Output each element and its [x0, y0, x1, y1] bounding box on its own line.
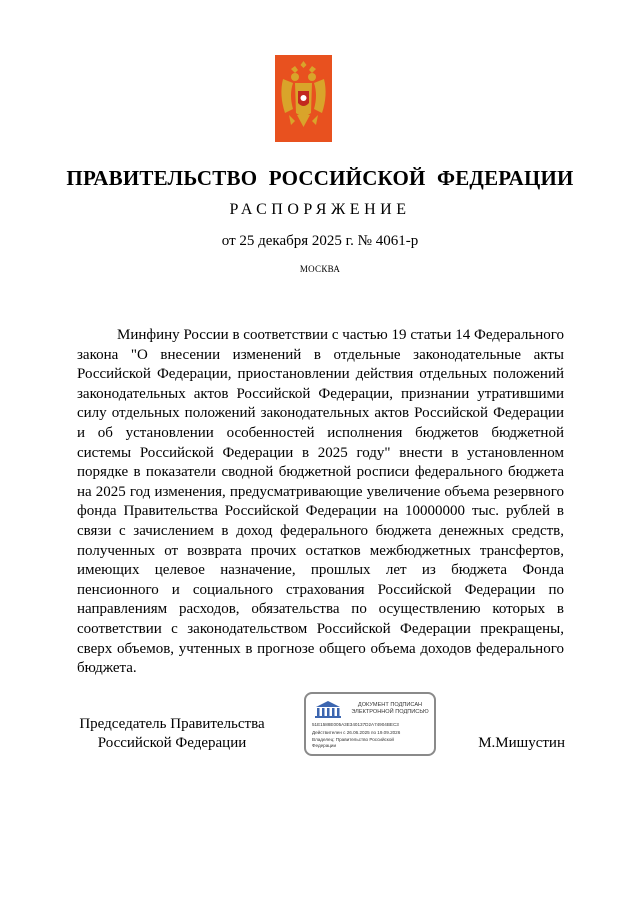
document-type: РАСПОРЯЖЕНИЕ: [229, 201, 411, 218]
signatory-name: М.Мишустин: [478, 735, 565, 751]
order-text: Минфину России в соответствии с частью 19 статьи 14 Федерального закона "О внесении изменений в отдельные законодательные акты Российской Федерации, приостановлении действия отдельных положений законодательных актов Российской Федерации, признании утратившими силу отдельных положений законодательных актов Российской Федерации и об установлении особенностей исполнения бюджетов бюджетной системы Российской Федерации в 2025 году" внести в установленном порядке в показатели сводной бюджетной росписи федерального бюджета на 2025 год изменения, предусматривающие увеличение объема резервного фонда Правительства Российской Федерации на 10000000 тыс. рублей в связи с зачислением в доход федерального бюджета денежных средств, полученных от возврата прочих остатков межбюджетных трансфертов, имеющих целевое назначение, прошлых лет из бюджета Фонда пенсионного и социального страхования Российской Федерации по направлениям расходов, обязательства по осуществлению которых в соответствии с законодательством Российской Федерации прекращены, сверх объемов, учтенных в прогнозе общего объема доходов федерального бюджета.: [77, 327, 564, 677]
stamp-heading-line1: ДОКУМЕНТ ПОДПИСАН: [357, 702, 423, 708]
stamp-owner: [312, 737, 430, 749]
coat-of-arms-icon: [275, 55, 332, 142]
stamp-heading: [346, 702, 434, 716]
signatory-title: [77, 715, 267, 753]
document-city: МОСКВА: [299, 264, 341, 274]
electronic-signature-stamp: [304, 692, 436, 756]
building-icon: [314, 700, 342, 723]
stamp-certificate: 51E1588E005A3E340137D2A74904BEC3: [312, 722, 399, 727]
signatory-title-line2: Российской Федерации: [97, 735, 247, 751]
government-title: ПРАВИТЕЛЬСТВО РОССИЙСКОЙ ФЕДЕРАЦИИ: [66, 166, 574, 190]
document-date-number: от 25 декабря 2025 г. № 4061-р: [221, 233, 419, 249]
stamp-owner-line1: Владелец: Правительство Российской: [312, 737, 394, 742]
stamp-heading-line2: ЭЛЕКТРОННОЙ ПОДПИСЬЮ: [351, 709, 429, 715]
signatory-title-line1: Председатель Правительства: [79, 716, 265, 732]
stamp-validity: Действителен с 26.06.2025 по 19.09.2026: [312, 730, 401, 735]
stamp-owner-line2: Федерации: [312, 743, 337, 748]
